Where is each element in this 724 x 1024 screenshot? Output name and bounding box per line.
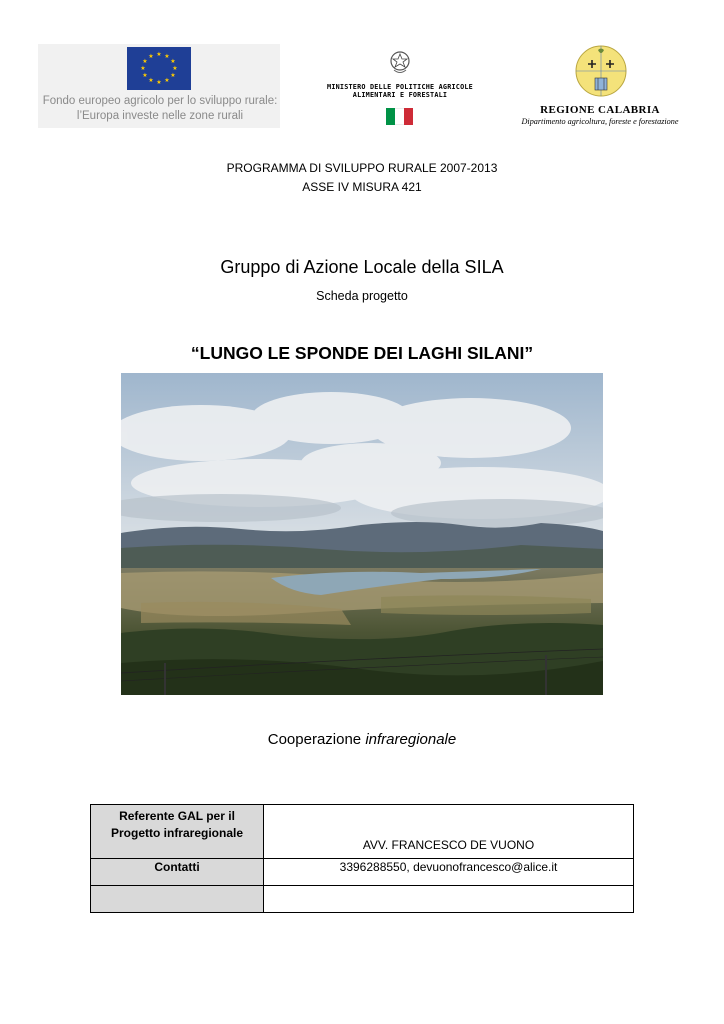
- svg-text:★: ★: [170, 72, 176, 79]
- eu-feasr-logo: [38, 44, 280, 128]
- svg-text:★: ★: [156, 51, 162, 58]
- svg-text:★: ★: [156, 79, 162, 86]
- svg-text:★: ★: [164, 77, 170, 84]
- table-row: [91, 886, 634, 913]
- cooperation-prefix: Cooperazione: [267, 731, 366, 748]
- ministry-name-line2: ALIMENTARI E FORESTALI: [352, 91, 448, 99]
- calabria-coat-of-arms-icon: [574, 44, 628, 102]
- svg-text:★: ★: [172, 65, 178, 72]
- svg-text:★: ★: [142, 58, 148, 65]
- region-name: REGIONE CALABRIA: [540, 104, 660, 116]
- svg-text:★: ★: [148, 53, 154, 60]
- empty-label-cell: [91, 886, 264, 913]
- italian-flag-icon: [386, 108, 413, 125]
- svg-text:★: ★: [164, 53, 170, 60]
- referent-label-line1: Referente GAL per il: [119, 809, 235, 823]
- gal-title: Gruppo di Azione Locale della SILA: [220, 257, 504, 277]
- program-measure: ASSE IV MISURA 421: [302, 180, 422, 194]
- table-row: [91, 805, 634, 859]
- italian-republic-emblem-icon: [389, 50, 411, 76]
- referent-label-line2: Progetto infraregionale: [110, 826, 244, 840]
- region-department: Dipartimento agricoltura, foreste e forestazione: [521, 117, 679, 126]
- eu-logo-text-line1: Fondo europeo agricolo per lo sviluppo rurale:: [42, 95, 278, 107]
- referent-label-cell: [91, 805, 264, 859]
- project-info-table: [90, 804, 634, 913]
- referent-value: AVV. FRANCESCO DE VUONO: [264, 805, 634, 859]
- project-title: “LUNGO LE SPONDE DEI LAGHI SILANI”: [190, 343, 534, 363]
- program-title: PROGRAMMA DI SVILUPPO RURALE 2007-2013: [226, 161, 498, 175]
- ministry-name-line1: MINISTERO DELLE POLITICHE AGRICOLE: [327, 83, 473, 91]
- eu-logo-text-line2: l’Europa investe nelle zone rurali: [76, 110, 244, 122]
- cooperation-type: [0, 731, 724, 748]
- table-row: [91, 859, 634, 886]
- contacts-value: 3396288550, devuonofrancesco@alice.it: [264, 859, 634, 886]
- svg-text:★: ★: [140, 65, 146, 72]
- svg-text:★: ★: [142, 72, 148, 79]
- document-subtitle: Scheda progetto: [316, 289, 408, 303]
- svg-text:★: ★: [148, 77, 154, 84]
- empty-value-cell: [264, 886, 634, 913]
- lake-landscape-photo: [121, 373, 603, 695]
- eu-flag-icon: [127, 47, 191, 90]
- contacts-label: Contatti: [91, 859, 264, 886]
- svg-text:★: ★: [170, 58, 176, 65]
- cooperation-emphasis: infraregionale: [365, 731, 457, 748]
